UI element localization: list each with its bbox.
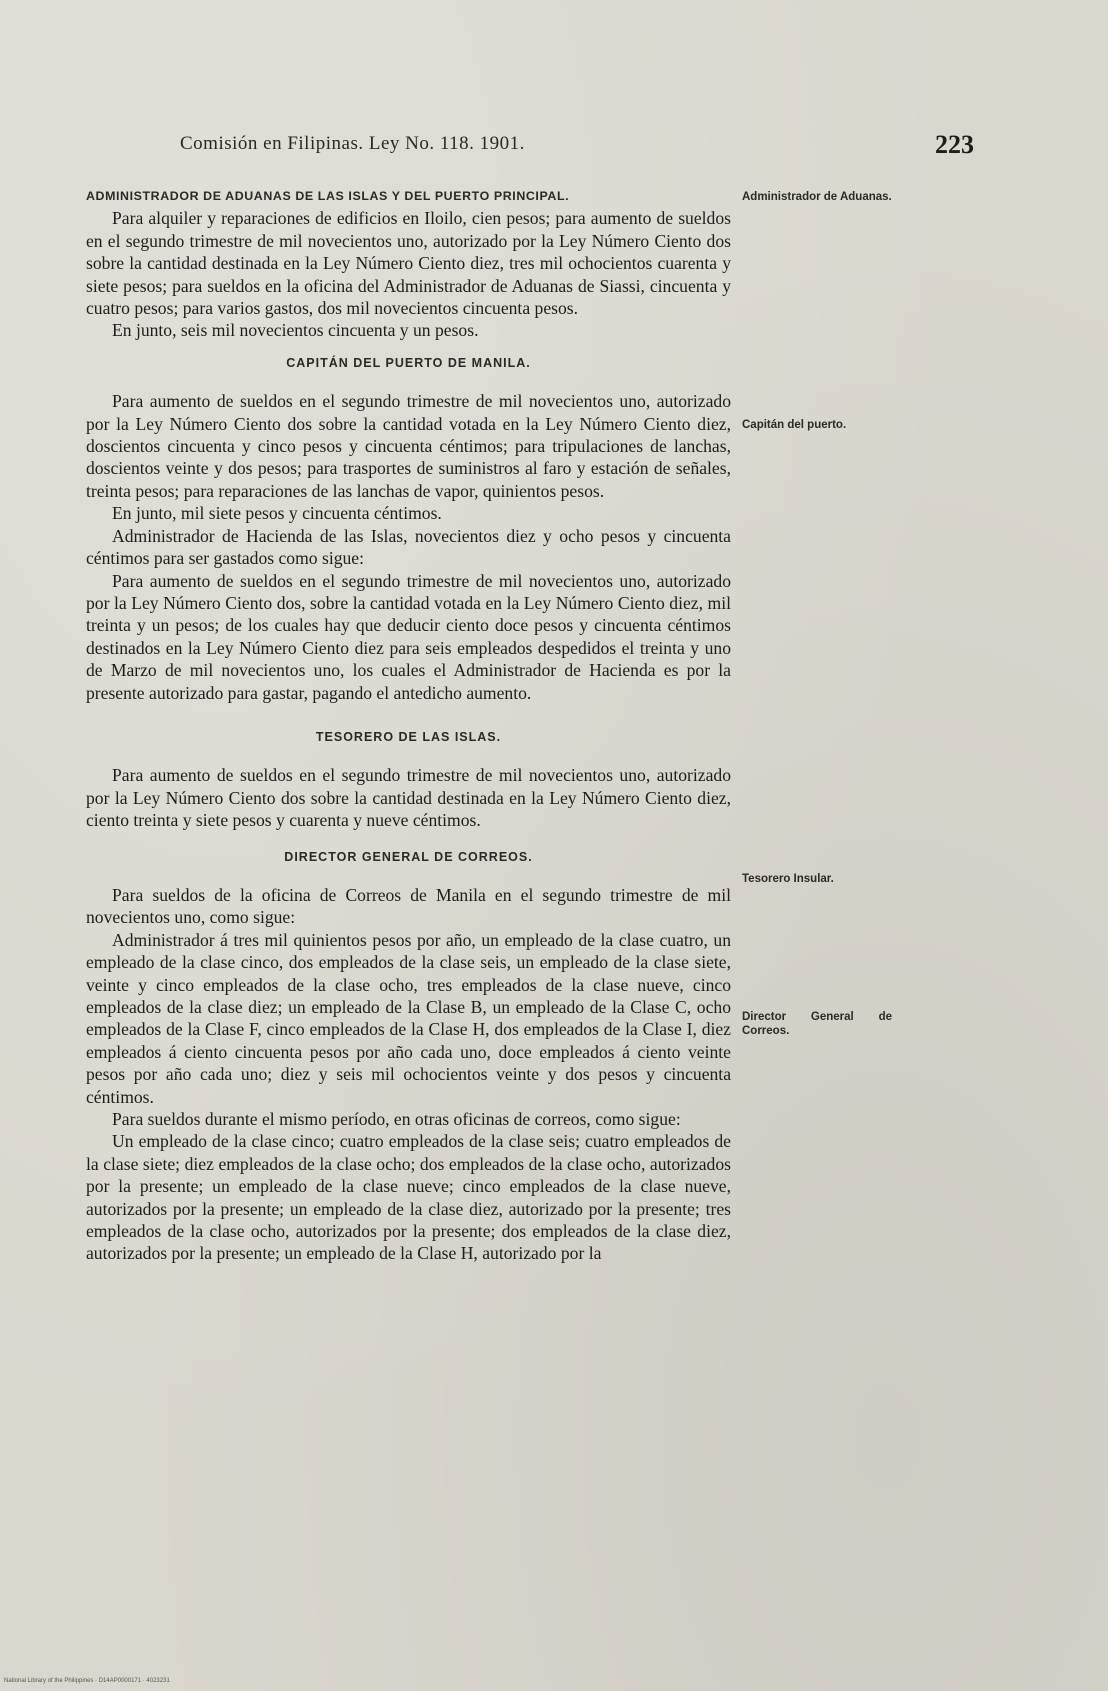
paragraph: En junto, mil siete pesos y cincuenta céntimos. <box>112 503 442 524</box>
paragraph: Para aumento de sueldos en el segundo trimestre de mil novecientos uno, autorizado por la Ley Número Ciento dos, sobre la cantidad votada en la Ley Número Ciento diez, mil treinta y un pesos; de los cuales hay que deducir ciento doce pesos y cincuenta céntimos destinados en la Ley Número Ciento diez para seis empleados despedidos el treinta y uno de Marzo de mil novecientos uno, los cuales el Administrador de Hacienda es por la presente autorizado para gastar, pagando el antedicho aumento. <box>86 570 731 703</box>
main-text <box>86 185 731 1265</box>
section-heading-director: DIRECTOR GENERAL DE CORREOS. <box>284 849 533 864</box>
paragraph: Para aumento de sueldos en el segundo trimestre de mil novecientos uno, autorizado por la Ley Número Ciento dos sobre la cantidad destinada en la Ley Número Ciento diez, ciento treinta y siete pesos y cuarenta y nueve céntimos. <box>86 765 731 831</box>
paragraph: Administrador á tres mil quinientos pesos por año, un empleado de la clase cuatro, un empleado de la clase cinco, dos empleados de la clase seis, un empleado de la clase siete, veinte y cinco empleados de la clase ocho, tres empleados de la clase nueve, cinco empleados de la clase diez; un empleado de la Clase B, un empleado de la Clase C, ocho empleados de la Clase F, cinco empleados de la Clase H, dos empleados de la Clase I, diez empleados á ciento cincuenta pesos por año cada uno, doce empleados á ciento veinte pesos por año cada uno; diez y seis mil ochocientos veinte y dos pesos y cincuenta céntimos. <box>86 929 731 1107</box>
section-heading-aduanas: ADMINISTRADOR DE ADUANAS DE LAS ISLAS Y DEL PUERTO PRINCIPAL. <box>86 189 570 203</box>
paragraph: Para aumento de sueldos en el segundo trimestre de mil novecientos uno, autorizado por la Ley Número Ciento dos sobre la cantidad votada en la Ley Número Ciento diez, doscientos cincuenta y cinco pesos y cincuenta céntimos; para tripulaciones de lanchas, doscientos veinte y dos pesos; para trasportes de suministros al faro y estación de señales, treinta pesos; para reparaciones de las lanchas de vapor, quinientos pesos. <box>86 391 731 501</box>
paragraph: Administrador de Hacienda de las Islas, novecientos diez y ocho pesos y cincuenta céntimos para ser gastados como sigue: <box>86 525 731 569</box>
section-heading-capitan: CAPITÁN DEL PUERTO DE MANILA. <box>286 355 531 370</box>
running-head: Comisión en Filipinas. Ley No. 118. 1901. <box>180 133 525 154</box>
margin-note-tesorero: Tesorero Insular. <box>742 873 834 885</box>
margin-note-director: Director General de Correos. <box>742 1011 892 1037</box>
paragraph: Para sueldos de la oficina de Correos de Manila en el segundo trimestre de mil novecientos uno, como sigue: <box>86 884 731 928</box>
margin-note-capitan: Capitán del puerto. <box>742 419 847 431</box>
paragraph: En junto, seis mil novecientos cincuenta y un pesos. <box>112 320 479 341</box>
footer-credit: National Library of the Philippines · D14AP0000171 · 4023231 <box>4 1678 170 1684</box>
margin-note-aduanas: Administrador de Aduanas. <box>742 191 892 203</box>
page-number: 223 <box>935 130 974 159</box>
section-heading-tesorero: TESORERO DE LAS ISLAS. <box>315 729 502 744</box>
paragraph: Para sueldos durante el mismo período, en otras oficinas de correos, como sigue: <box>112 1109 681 1130</box>
paragraph: Un empleado de la clase cinco; cuatro empleados de la clase seis; cuatro empleados de la clase siete; diez empleados de la clase ocho; dos empleados de la clase ocho, autorizados por la presente; un empleado de la clase nueve; cinco empleados de la clase nueve, autorizados por la presente; un empleado de la clase diez, autorizado por la presente; tres empleados de la clase ocho, autorizados por la presente; dos empleados de la clase diez, autorizados por la presente; un empleado de la Clase H, autorizado por la <box>86 1131 731 1264</box>
paragraph: Para alquiler y reparaciones de edificios en Iloilo, cien pesos; para aumento de sueldos en el segundo trimestre de mil novecientos uno, autorizado por la Ley Número Ciento dos sobre la cantidad destinada en la Ley Número Ciento diez, tres mil ochocientos cuarenta y siete pesos; para sueldos en la oficina del Administrador de Aduanas de Siassi, cincuenta y cuatro pesos; para varios gastos, dos mil novecientos cincuenta pesos. <box>86 208 731 319</box>
